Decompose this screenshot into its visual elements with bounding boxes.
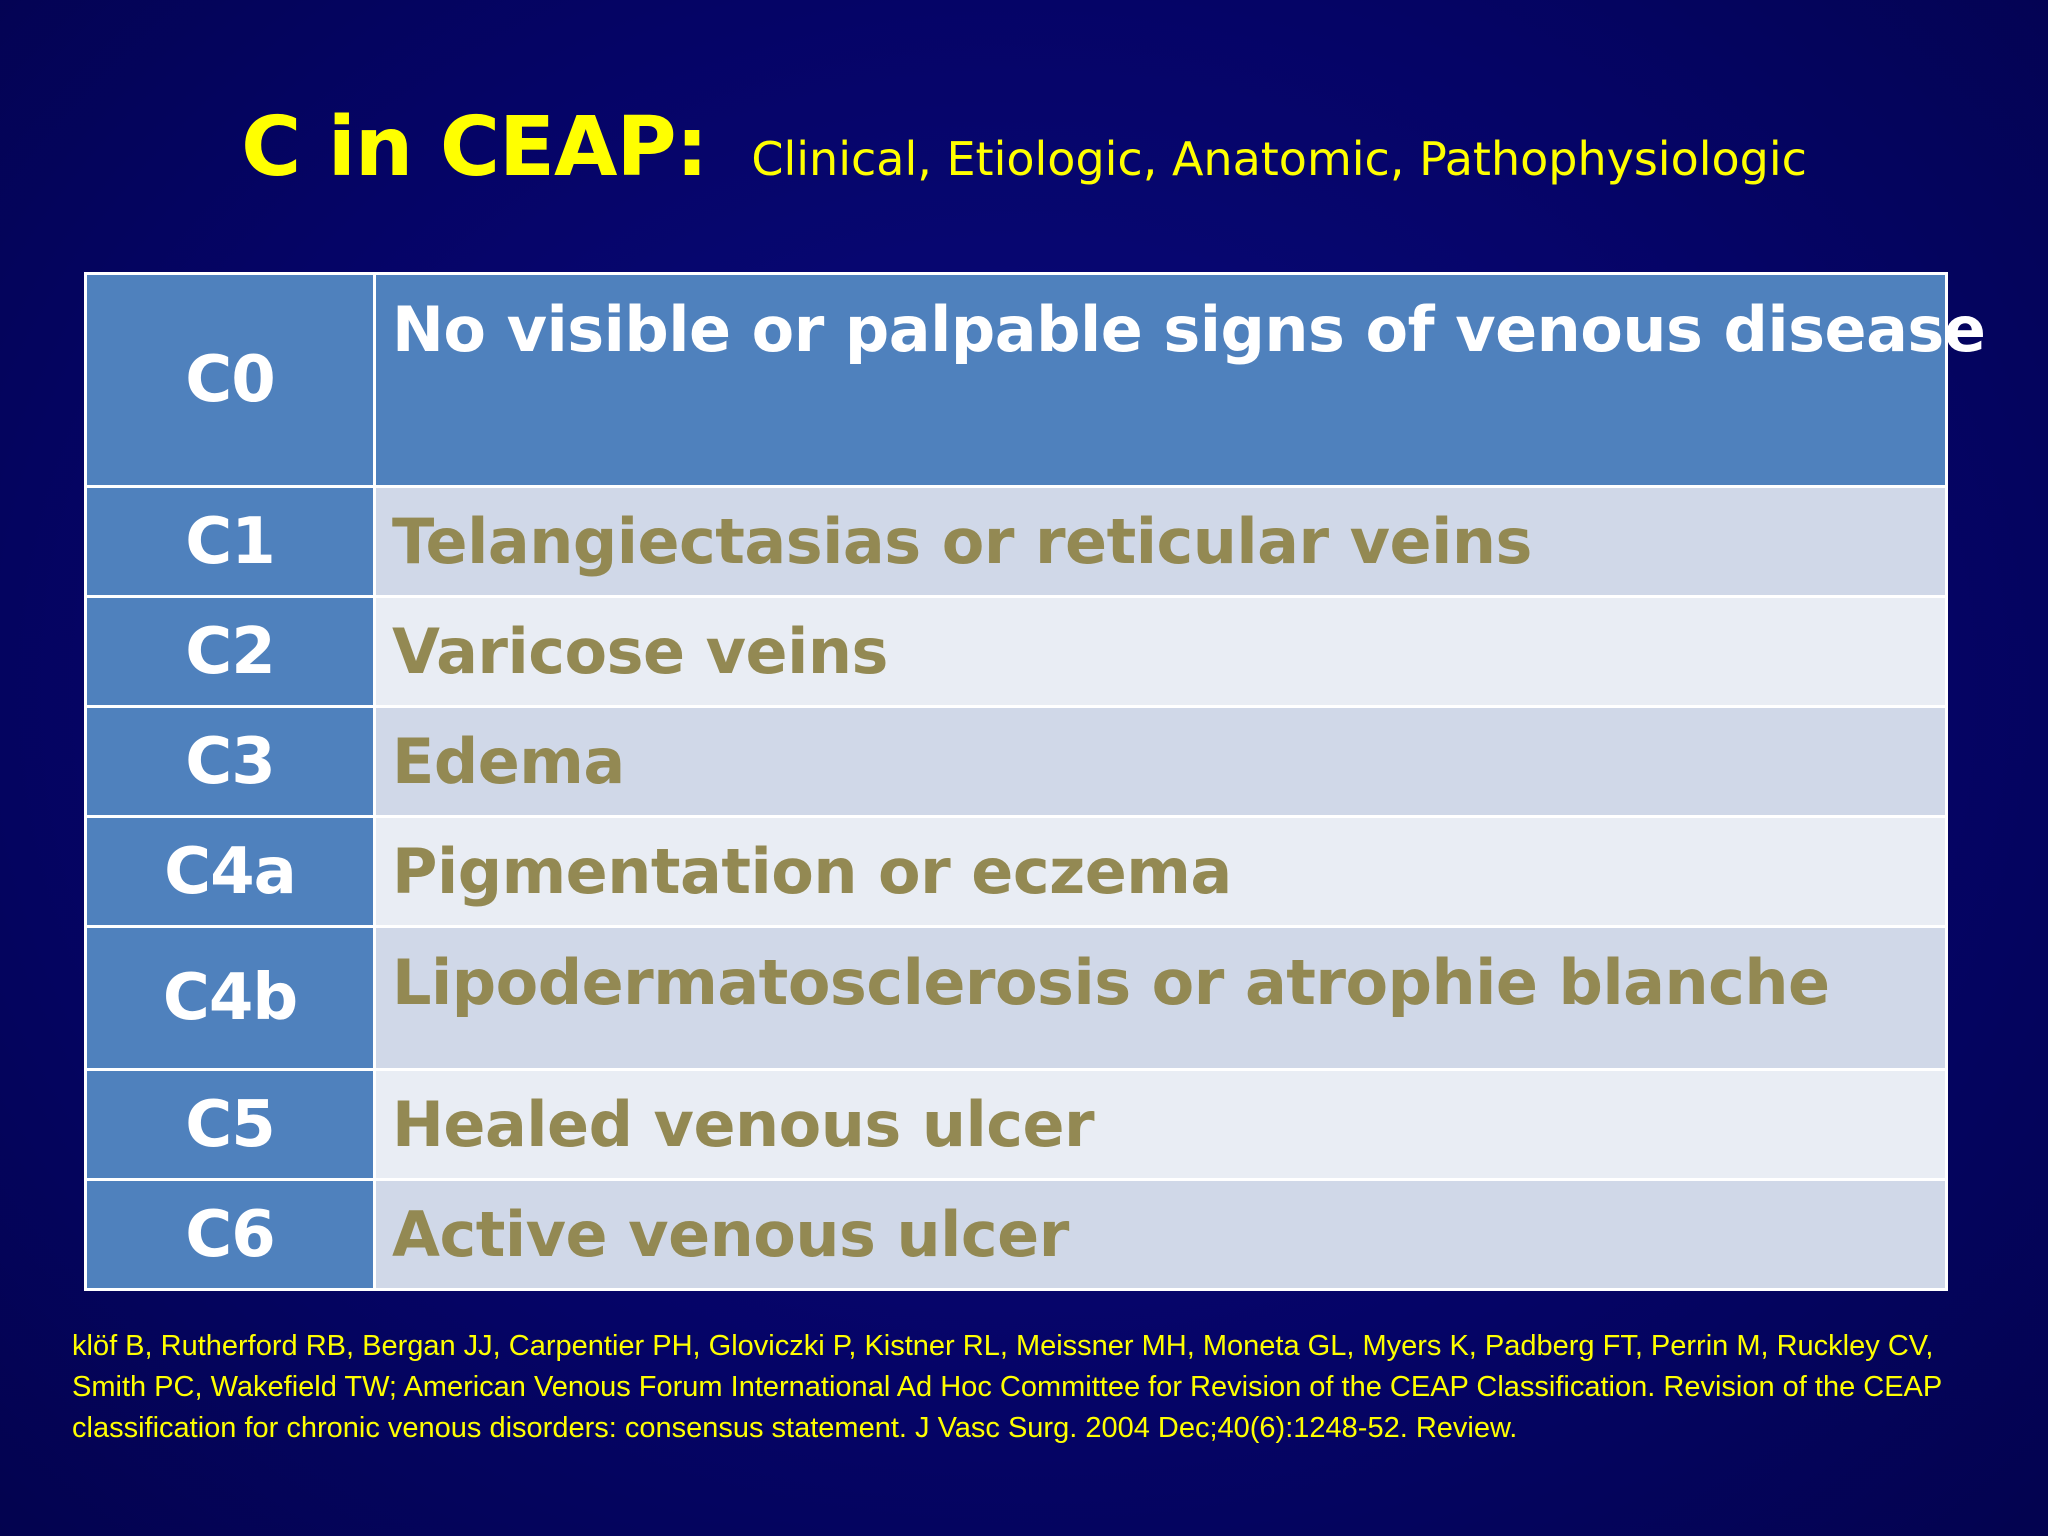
class-code: C4b: [86, 927, 375, 1070]
table-row: [86, 817, 1947, 927]
class-description: Lipodermatosclerosis or atrophie blanche: [375, 927, 1947, 1070]
class-code: C6: [86, 1180, 375, 1290]
table-row: [86, 707, 1947, 817]
table-row: [86, 597, 1947, 707]
title-subtitle: Clinical, Etiologic, Anatomic, Pathophysiologic: [751, 132, 1807, 186]
table-row: [86, 274, 1947, 487]
table-row: [86, 1180, 1947, 1290]
class-code: C0: [86, 274, 375, 487]
ceap-classification-table: [84, 272, 1986, 1291]
class-description: No visible or palpable signs of venous disease: [375, 274, 1947, 487]
class-description: Varicose veins: [375, 597, 1947, 707]
reference-citation: klöf B, Rutherford RB, Bergan JJ, Carpentier PH, Gloviczki P, Kistner RL, Meissner MH, Moneta GL, Myers K, Padberg FT, Perrin M, Ruckley CV, Smith PC, Wakefield TW; American Venous Forum International Ad Hoc Committee for Revision of the CEAP Classification. Revision of the CEAP classification for chronic venous disorders: consensus statement. J Vasc Surg. 2004 Dec;40(6):1248-52. Review.: [72, 1330, 1942, 1444]
class-description: Pigmentation or eczema: [375, 817, 1947, 927]
class-code: C1: [86, 487, 375, 597]
class-code: C4a: [86, 817, 375, 927]
title-main: C in CEAP:: [241, 100, 708, 195]
table-row: [86, 487, 1947, 597]
class-description: Healed venous ulcer: [375, 1070, 1947, 1180]
class-description: Edema: [375, 707, 1947, 817]
class-code: C2: [86, 597, 375, 707]
table-row: [86, 1070, 1947, 1180]
class-code: C5: [86, 1070, 375, 1180]
class-code: C3: [86, 707, 375, 817]
class-description: Telangiectasias or reticular veins: [375, 487, 1947, 597]
slide-title: [0, 100, 2048, 195]
table-row: [86, 927, 1947, 1070]
class-description: Active venous ulcer: [375, 1180, 1947, 1290]
